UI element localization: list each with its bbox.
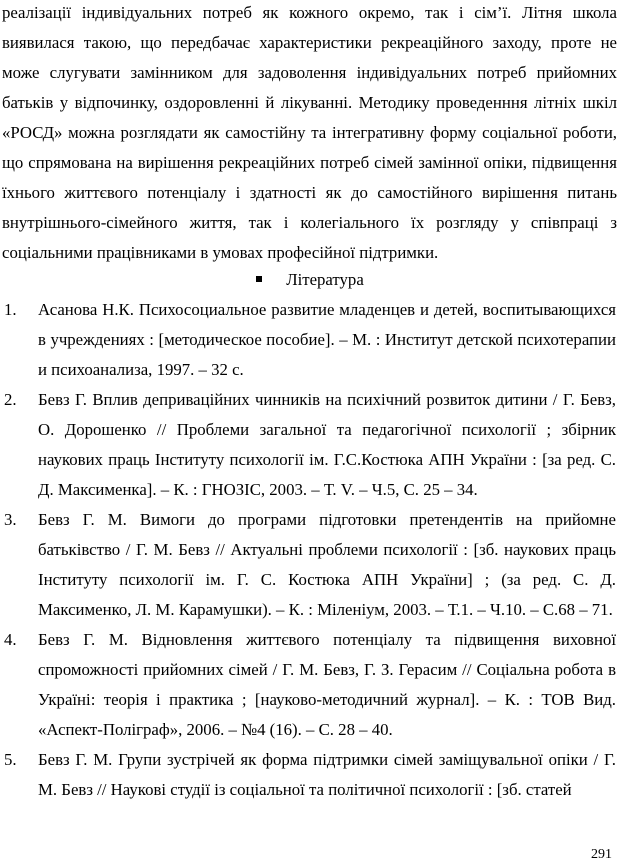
reference-item [0, 625, 616, 745]
body-paragraph: реалізації індивідуальних потреб як кожного окремо, так і сім’ї. Літня школа виявилася такою, що передбачає характеристики рекреаційного заходу, проте не може слугувати замінником для задоволення індивідуальних потреб прийомних батьків у відпочинку, оздоровленні й лікуванні. Методику проведенння літніх шкіл «РОСД» можна розглядати як самостійну та інтегративну форму соціальної роботи, що спрямована на вирішення рекреаційних потреб сімей замінної опіки, підвищення їхнього життєвого потенціалу і здатності як до самостійного вирішення питань внутрішнього-сімейного життя, так і колегіального їх розгляду у співпраці з соціальними працівниками в умовах професійної підтримки. [2, 3, 617, 262]
section-heading [0, 265, 620, 295]
square-bullet-icon [256, 276, 262, 282]
reference-number: 1. [4, 300, 17, 319]
reference-item [0, 745, 616, 805]
section-title-text: Література [286, 270, 364, 289]
reference-text: Асанова Н.К. Психосоциальное развитие младенцев и детей, воспитывающихся в учреждениях : [методическое пособие]. – М. : Институт детской психотерапии и психоанализа, 1997. – 32 с. [38, 300, 616, 379]
reference-item [0, 295, 616, 385]
reference-text: Бевз Г. М. Вимоги до програми підготовки претендентів на прийомне батьківство / Г. М. Бевз // Актуальні проблеми психології : [зб. наукових праць Інституту психології ім. Г. С. Костюка АПН України] ; (за ред. С. Д. Максименко, Л. М. Карамушки). – К. : Міленіум, 2003. – Т.1. – Ч.10. – С.68 – 71. [38, 510, 616, 619]
reference-text: Бевз Г. М. Відновлення життєвого потенціалу та підвищення виховної спроможності прийомних сімей / Г. М. Бевз, Г. З. Герасим // Соціальна робота в Україні: теорія і практика ; [науково-методичний журнал]. – К. : ТОВ Вид. «Аспект-Поліграф», 2006. – №4 (16). – С. 28 – 40. [38, 630, 616, 739]
reference-text: Бевз Г. Вплив деприваційних чинників на психічний розвиток дитини / Г. Бевз, О. Дорошенко // Проблеми загальної та педагогічної психології ; збірник наукових праць Інституту психології ім. Г.С.Костюка АПН України : [за ред. С. Д. Максименка]. – К. : ГНОЗІС, 2003. – Т. V. – Ч.5, С. 25 – 34. [38, 390, 616, 499]
reference-number: 2. [4, 390, 17, 409]
reference-list [0, 295, 620, 805]
reference-number: 4. [4, 630, 17, 649]
reference-number: 3. [4, 510, 17, 529]
page-number: 291 [591, 847, 612, 862]
reference-item [0, 385, 616, 505]
reference-number: 5. [4, 750, 17, 769]
reference-item [0, 505, 616, 625]
reference-text: Бевз Г. М. Групи зустрічей як форма підтримки сімей заміщувальної опіки / Г. М. Бевз // Наукові студії із соціальної та політичної психології : [зб. статей [38, 750, 616, 799]
